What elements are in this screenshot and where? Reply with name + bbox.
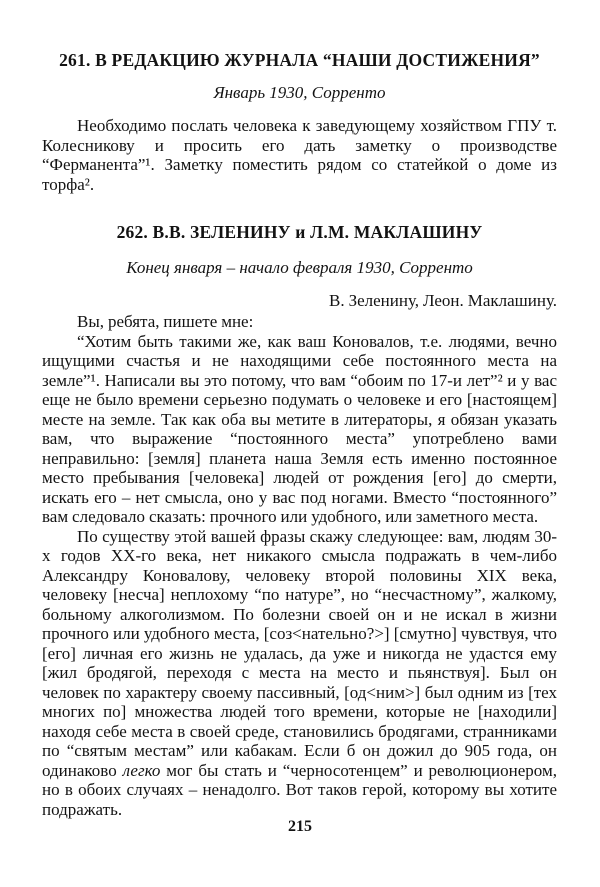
letter-262-dateline: Конец января – начало февраля 1930, Сорренто — [126, 258, 473, 277]
letter-262-heading: 262. В.В. ЗЕЛЕНИНУ и Л.М. МАКЛАШИНУ — [116, 222, 483, 242]
letter-262-paragraph-3 — [42, 527, 557, 820]
letter-262-addressee-line: В. Зеленину, Леон. Маклашину. — [329, 291, 557, 310]
letter-262-paragraph-1: Вы, ребята, пишете мне: — [77, 312, 254, 331]
letter-262 — [42, 222, 557, 819]
paragraph-3-text-after-emphasis: мог бы стать и “черносотенцем” и революционером, но в обоих случаях – ненадолго. Вот таков герой, которому вы хотите подражать. — [42, 760, 557, 819]
letter-261-body-paragraph: Необходимо послать человека к заведующему хозяйством ГПУ т. Колесникову и просить его дать заметку о производстве “Ферманента”¹. Заметку поместить рядом со статейкой о доме из торфа². — [42, 116, 557, 194]
letter-261 — [42, 50, 557, 194]
emphasized-word: легко — [122, 760, 161, 780]
letter-262-paragraph-2: “Хотим быть такими же, как ваш Коновалов, т.е. людями, вечно ищущими счастья и не находящими себе постоянного места на земле”¹. Написали вы это потому, что вам “обоим по 17-и лет”² и у вас еще не было времени серьезно подумать о человеке и его [настоящем] месте на земле. Так как оба вы метите в литераторы, я обязан указать вам, что выражение “постоянного места” употреблено вами неправильно: [земля] планета наша Земля есть именно постоянное место пребывания [человека] людей от рождения [его] до смерти, искать его – нет смысла, оно у вас под ногами. Вместо “постоянного” вам следовало сказать: прочного или удобного, или заметного места. — [42, 331, 557, 526]
letter-261-dateline: Январь 1930, Сорренто — [213, 83, 386, 102]
letter-261-heading: 261. В РЕДАКЦИЮ ЖУРНАЛА “НАШИ ДОСТИЖЕНИЯ” — [59, 50, 540, 70]
paragraph-3-text-before-emphasis: По существу этой вашей фразы скажу следующее: вам, людям 30-х годов XX-го века, нет никакого смысла подражать в чем-либо Александру Коновалову, человеку второй половины XIX века, человеку [несча] неплохому “по натуре”, но “несчастному”, жалкому, больному алкоголизмом. По болезни своей он и не искал в жизни прочного или удобного места, [соз<нательно?>] [смутно] чувствуя, что [его] личная его жизнь не удалась, да уже и никогда не удастся ему [жил бродягой, переходя с места на место и пьянствуя]. Был он человек по характеру своему пассивный, [од<ним>] был одним из [тех многих по] множества людей того времени, которые не [находили] находя себе места в своей среде, становились бродягами, странниками по “святым местам” или кабакам. Если б он дожил до 905 года, он одинаково — [42, 526, 557, 780]
page-number: 215 — [288, 818, 312, 835]
